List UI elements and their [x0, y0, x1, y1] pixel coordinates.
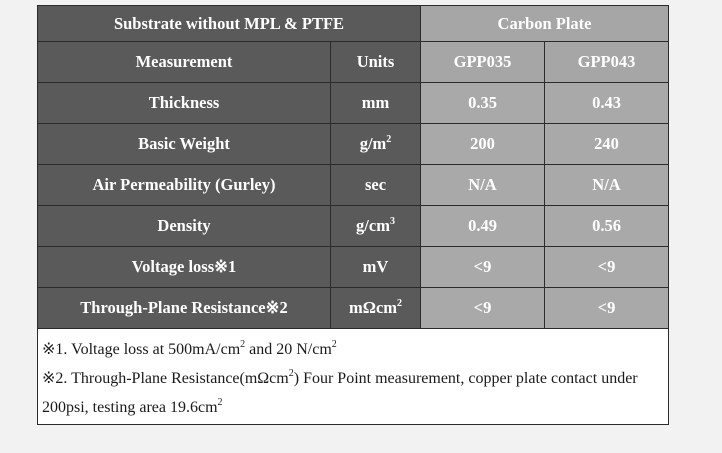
unit-text: g/cm: [356, 216, 390, 235]
gpp035-value: 200: [421, 124, 545, 165]
unit-superscript: 2: [397, 298, 403, 309]
table-row: [38, 247, 669, 288]
spec-table: [37, 5, 669, 425]
gpp043-value: <9: [545, 247, 669, 288]
note-2: [42, 364, 662, 422]
table-row: [38, 206, 669, 247]
gpp043-value: N/A: [545, 165, 669, 206]
note-2-text-b: ) Four Point measurement, copper plate contact under 200psi, testing area 19.6cm: [42, 370, 638, 416]
unit-text: g/m: [359, 134, 387, 153]
note-2-text-a: ※2. Through-Plane Resistance(mΩcm: [42, 370, 289, 387]
note-1-sup-a: 2: [240, 339, 246, 350]
gpp043-value: <9: [545, 288, 669, 329]
table-row: [38, 83, 669, 124]
notes-row: [38, 329, 669, 425]
note-1-text-a: ※1. Voltage loss at 500mA/cm: [42, 341, 241, 358]
measurement-name: Density: [38, 206, 331, 247]
note-2-sup-b: 2: [217, 397, 223, 408]
carbon-plate-header: Carbon Plate: [421, 6, 669, 42]
measurement-name: Basic Weight: [38, 124, 331, 165]
unit-cell: [331, 165, 421, 206]
gpp035-value: 0.35: [421, 83, 545, 124]
gpp035-value: <9: [421, 288, 545, 329]
measurement-column-header: Measurement: [38, 42, 331, 83]
note-2-sup-a: 2: [288, 368, 294, 379]
table-row: [38, 124, 669, 165]
note-1-sup-b: 2: [331, 339, 337, 350]
unit-text: mV: [362, 257, 389, 276]
substrate-header: Substrate without MPL & PTFE: [38, 6, 421, 42]
table-row: [38, 165, 669, 206]
column-header-row: [38, 42, 669, 83]
gpp035-column-header: GPP035: [421, 42, 545, 83]
unit-superscript: 3: [389, 216, 395, 227]
unit-cell: [331, 124, 421, 165]
measurement-name: Air Permeability (Gurley): [38, 165, 331, 206]
gpp043-column-header: GPP043: [545, 42, 669, 83]
unit-superscript: 2: [386, 134, 392, 145]
gpp035-value: N/A: [421, 165, 545, 206]
notes-cell: [38, 329, 669, 425]
measurement-name: Thickness: [38, 83, 331, 124]
note-1: [42, 335, 662, 364]
table-title-row: [38, 6, 669, 42]
note-1-text-b: and 20 N/cm: [245, 341, 332, 358]
gpp043-value: 0.43: [545, 83, 669, 124]
gpp035-value: 0.49: [421, 206, 545, 247]
unit-cell: [331, 247, 421, 288]
unit-cell: [331, 288, 421, 329]
unit-cell: [331, 206, 421, 247]
unit-cell: [331, 83, 421, 124]
unit-text: mΩcm: [348, 298, 398, 317]
unit-text: sec: [364, 175, 387, 194]
gpp043-value: 240: [545, 124, 669, 165]
measurement-name: Through-Plane Resistance※2: [38, 288, 331, 329]
table-row: [38, 288, 669, 329]
gpp043-value: 0.56: [545, 206, 669, 247]
units-column-header: Units: [331, 42, 421, 83]
measurement-name: Voltage loss※1: [38, 247, 331, 288]
unit-text: mm: [361, 93, 390, 112]
gpp035-value: <9: [421, 247, 545, 288]
